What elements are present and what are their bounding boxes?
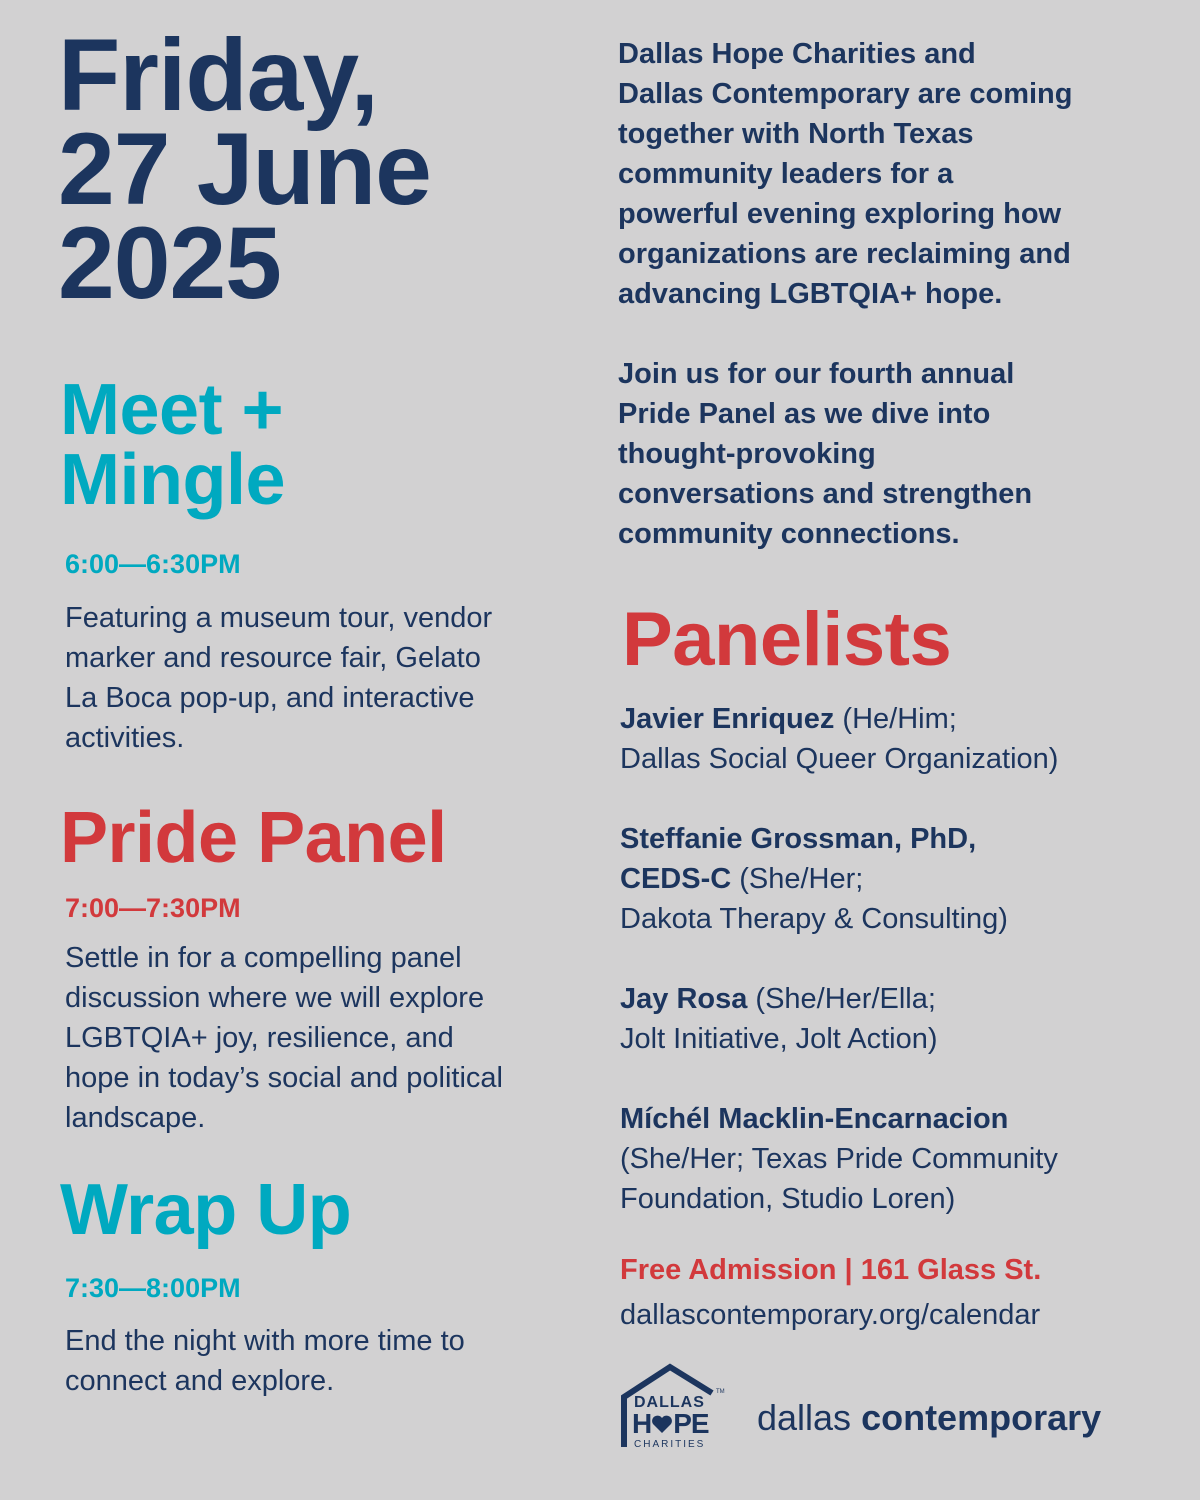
dallas-hope-charities-logo bbox=[620, 1363, 730, 1453]
dc-logo-light: dallas bbox=[757, 1397, 862, 1438]
panelist-detail: Jolt Initiative, Jolt Action) bbox=[620, 1023, 938, 1055]
panelist-steffanie bbox=[620, 819, 1180, 939]
intro-line: community leaders for a bbox=[618, 158, 954, 190]
panelist-line-1 bbox=[620, 1099, 1180, 1139]
meet-title-line1: Meet + bbox=[60, 370, 284, 450]
intro-line: Dallas Contemporary are coming bbox=[618, 78, 1073, 110]
panelist-line-1 bbox=[620, 979, 1180, 1019]
meet-desc-line: activities. bbox=[65, 722, 185, 754]
event-date bbox=[58, 18, 431, 320]
panelist-detail: (She/Her; bbox=[731, 863, 864, 895]
panelist-name: Jay Rosa bbox=[620, 983, 748, 1015]
intro-line: conversations and strengthen bbox=[618, 478, 1033, 510]
dhc-logo-hope bbox=[632, 1410, 709, 1438]
meet-desc-line: marker and resource fair, Gelato bbox=[65, 642, 481, 674]
panelist-javier bbox=[620, 699, 1180, 779]
dc-logo-bold: contemporary bbox=[861, 1397, 1102, 1438]
dhc-logo-h: H bbox=[632, 1408, 652, 1439]
panelist-detail: (She/Her; Texas Pride Community bbox=[620, 1143, 1058, 1175]
date-year: 2025 bbox=[58, 206, 281, 320]
panel-desc-line: hope in today’s social and political bbox=[65, 1062, 503, 1094]
intro-paragraph-2 bbox=[618, 354, 1178, 554]
panelist-name: Míchél Macklin-Encarnacion bbox=[620, 1103, 1009, 1135]
meet-mingle-description bbox=[65, 598, 492, 758]
intro-line: together with North Texas bbox=[618, 118, 974, 150]
wrap-desc-line: connect and explore. bbox=[65, 1365, 335, 1397]
meet-desc-line: La Boca pop-up, and interactive bbox=[65, 682, 475, 714]
wrap-up-description bbox=[65, 1321, 465, 1401]
panelist-detail: Dakota Therapy & Consulting) bbox=[620, 903, 1008, 935]
pride-panel-description bbox=[65, 938, 503, 1138]
panelist-detail: Foundation, Studio Loren) bbox=[620, 1183, 956, 1215]
panelist-detail: (He/Him; bbox=[834, 703, 957, 735]
intro-line: advancing LGBTQIA+ hope. bbox=[618, 278, 1003, 310]
intro-line: powerful evening exploring how bbox=[618, 198, 1062, 230]
heart-icon bbox=[651, 1412, 673, 1434]
meet-desc-line: Featuring a museum tour, vendor bbox=[65, 602, 493, 634]
panelist-name: Javier Enriquez bbox=[620, 703, 835, 735]
panel-desc-line: LGBTQIA+ joy, resilience, and bbox=[65, 1022, 454, 1054]
admission-info: Free Admission | 161 Glass St. bbox=[620, 1254, 1042, 1286]
pride-panel-title: Pride Panel bbox=[60, 798, 447, 878]
panelist-name-line2: CEDS-C bbox=[620, 863, 732, 895]
wrap-up-time: 7:30—8:00PM bbox=[65, 1273, 241, 1303]
panel-desc-line: landscape. bbox=[65, 1102, 206, 1134]
panelist-jay bbox=[620, 979, 1180, 1059]
panel-desc-line: Settle in for a compelling panel bbox=[65, 942, 462, 974]
intro-line: organizations are reclaiming and bbox=[618, 238, 1071, 270]
dhc-logo-top: DALLAS bbox=[634, 1394, 705, 1411]
panel-desc-line: discussion where we will explore bbox=[65, 982, 485, 1014]
pride-panel-time: 7:00—7:30PM bbox=[65, 893, 241, 923]
intro-line: Dallas Hope Charities and bbox=[618, 38, 976, 70]
panelists-heading: Panelists bbox=[622, 597, 952, 682]
wrap-desc-line: End the night with more time to bbox=[65, 1325, 465, 1357]
dallas-contemporary-logo bbox=[757, 1396, 1101, 1440]
panelist-detail: Dallas Social Queer Organization) bbox=[620, 743, 1059, 775]
dhc-logo-tm: TM bbox=[716, 1389, 725, 1395]
meet-mingle-time: 6:00—6:30PM bbox=[65, 549, 241, 579]
panelist-line-1 bbox=[620, 699, 1180, 739]
intro-line: Join us for our fourth annual bbox=[618, 358, 1015, 390]
panelist-detail: (She/Her/Ella; bbox=[747, 983, 936, 1015]
date-weekday: Friday, bbox=[58, 18, 378, 132]
panelist-michel bbox=[620, 1099, 1180, 1219]
intro-line: thought-provoking bbox=[618, 438, 876, 470]
dhc-logo-pe: PE bbox=[673, 1408, 709, 1439]
event-intro bbox=[618, 34, 1178, 554]
intro-line: community connections. bbox=[618, 518, 960, 550]
date-day-month: 27 June bbox=[58, 112, 431, 226]
calendar-link[interactable]: dallascontemporary.org/calendar bbox=[620, 1299, 1041, 1331]
meet-title-line2: Mingle bbox=[60, 440, 285, 520]
panelist-name bbox=[620, 819, 1180, 859]
intro-line: Pride Panel as we dive into bbox=[618, 398, 991, 430]
panelist-line-2 bbox=[620, 859, 1180, 899]
meet-mingle-title bbox=[60, 370, 285, 520]
wrap-up-title: Wrap Up bbox=[60, 1170, 352, 1250]
intro-paragraph-1 bbox=[618, 34, 1178, 314]
dhc-logo-bottom: CHARITIES bbox=[634, 1439, 706, 1450]
panelist-name-line1: Steffanie Grossman, PhD, bbox=[620, 823, 977, 855]
